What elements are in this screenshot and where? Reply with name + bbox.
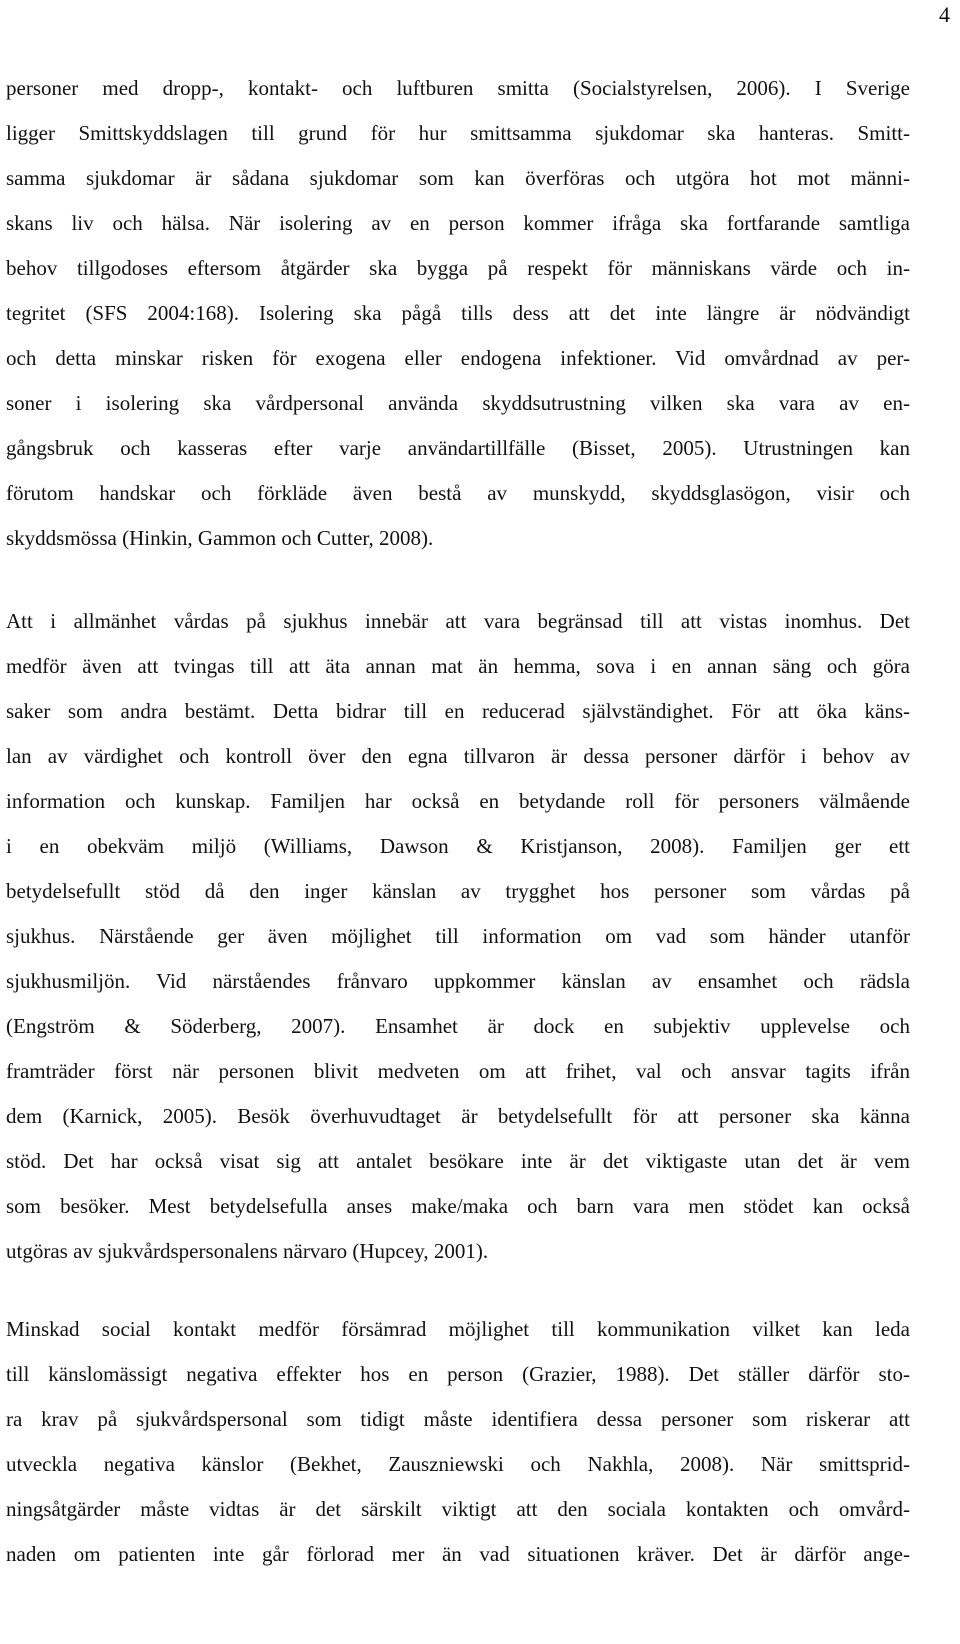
- text-line: behov tillgodoses eftersom åtgärder ska bygga på respekt för människans värde och in-: [6, 256, 910, 280]
- text-line: som besöker. Mest betydelsefulla anses make/maka och barn vara men stödet kan också: [6, 1194, 910, 1218]
- paragraph-social-contact: [6, 1307, 910, 1577]
- text-line: och detta minskar risken för exogena eller endogena infektioner. Vid omvårdnad av per-: [6, 346, 910, 370]
- text-line: information och kunskap. Familjen har också en betydande roll för personers välmående: [6, 789, 910, 813]
- text-line: Minskad social kontakt medför försämrad möjlighet till kommunikation vilket kan leda: [6, 1317, 910, 1341]
- text-line: saker som andra bestämt. Detta bidrar till en reducerad självständighet. För att öka käns-: [6, 699, 910, 723]
- page-number: 4: [939, 2, 950, 27]
- text-line: (Engström & Söderberg, 2007). Ensamhet är dock en subjektiv upplevelse och: [6, 1014, 910, 1038]
- text-line: utgöras av sjukvårdspersonalens närvaro (Hupcey, 2001).: [6, 1239, 489, 1263]
- text-line: till känslomässigt negativa effekter hos en person (Grazier, 1988). Det ställer därför sto-: [6, 1362, 910, 1386]
- text-line: ra krav på sjukvårdspersonal som tidigt måste identifiera dessa personer som riskerar att: [6, 1407, 910, 1431]
- text-line: förutom handskar och förkläde även bestå av munskydd, skyddsglasögon, visir och: [6, 481, 910, 505]
- text-line: i en obekväm miljö (Williams, Dawson & Kristjanson, 2008). Familjen ger ett: [6, 834, 910, 858]
- text-line: naden om patienten inte går förlorad mer än vad situationen kräver. Det är därför ange-: [6, 1542, 910, 1566]
- paragraph-isolation: [6, 66, 910, 561]
- text-line: Att i allmänhet vårdas på sjukhus innebär att vara begränsad till att vistas inomhus. Det: [6, 609, 910, 633]
- text-line: stöd. Det har också visat sig att antalet besökare inte är det viktigaste utan det är vem: [6, 1149, 910, 1173]
- text-line: skyddsmössa (Hinkin, Gammon och Cutter, 2008).: [6, 526, 434, 550]
- text-line: framträder först när personen blivit medveten om att frihet, val och ansvar tagits ifrån: [6, 1059, 910, 1083]
- text-line: ligger Smittskyddslagen till grund för hur smittsamma sjukdomar ska hanteras. Smitt-: [6, 121, 910, 145]
- text-line: sjukhusmiljön. Vid närståendes frånvaro uppkommer känslan av ensamhet och rädsla: [6, 969, 910, 993]
- text-line: personer med dropp-, kontakt- och luftburen smitta (Socialstyrelsen, 2006). I Sverige: [6, 76, 910, 100]
- text-line: skans liv och hälsa. När isolering av en person kommer ifråga ska fortfarande samtliga: [6, 211, 910, 235]
- text-line: soner i isolering ska vårdpersonal använda skyddsutrustning vilken ska vara av en-: [6, 391, 910, 415]
- text-line: utveckla negativa känslor (Bekhet, Zauszniewski och Nakhla, 2008). När smittsprid-: [6, 1452, 910, 1476]
- text-line: tegritet (SFS 2004:168). Isolering ska pågå tills dess att det inte längre är nödvändigt: [6, 301, 910, 325]
- text-line: samma sjukdomar är sådana sjukdomar som kan överföras och utgöra hot mot männi-: [6, 166, 910, 190]
- text-line: sjukhus. Närstående ger även möjlighet till information om vad som händer utanför: [6, 924, 910, 948]
- text-line: gångsbruk och kasseras efter varje användartillfälle (Bisset, 2005). Utrustningen kan: [6, 436, 910, 460]
- text-line: medför även att tvingas till att äta annan mat än hemma, sova i en annan säng och göra: [6, 654, 910, 678]
- text-line: ningsåtgärder måste vidtas är det särskilt viktigt att den sociala kontakten och omvård-: [6, 1497, 910, 1521]
- text-line: lan av värdighet och kontroll över den egna tillvaron är dessa personer därför i behov av: [6, 744, 910, 768]
- text-line: dem (Karnick, 2005). Besök överhuvudtaget är betydelsefullt för att personer ska känna: [6, 1104, 910, 1128]
- paragraph-hospital-care: [6, 599, 910, 1274]
- text-line: betydelsefullt stöd då den inger känslan av trygghet hos personer som vårdas på: [6, 879, 910, 903]
